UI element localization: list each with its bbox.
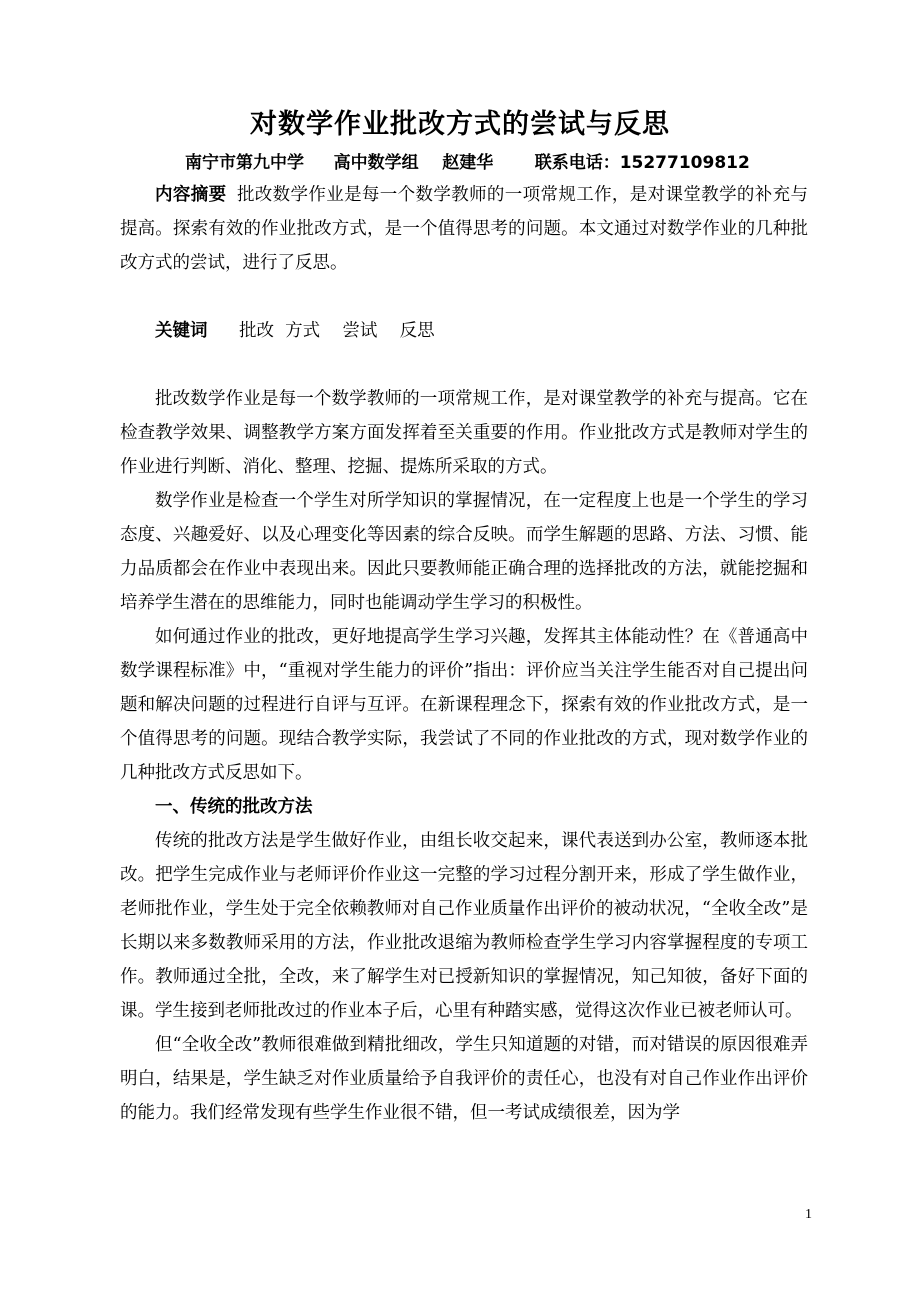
keywords-line: [120, 314, 808, 348]
document-title: 对数学作业批改方式的尝试与反思: [250, 109, 670, 140]
abstract-label: 内容摘要: [155, 185, 227, 205]
section-heading: 一、传统的批改方法: [155, 797, 313, 817]
keywords-text: 批改 方式 尝试 反思: [239, 321, 435, 341]
author-byline: 南宁市第九中学 高中数学组 赵建华 联系电话：15277109812: [185, 153, 750, 173]
body-paragraph: 如何通过作业的批改，更好地提高学生学习兴趣，发挥其主体能动性？在《普通高中数学课程标准》中，“重视对学生能力的评价”指出：评价应当关注学生能否对自己提出问题和解决问题的过程进行自评与互评。在新课程理念下，探索有效的作业批改方式，是一个值得思考的问题。现结合教学实际，我尝试了不同的作业批改的方式，现对数学作业的几种批改方式反思如下。: [120, 627, 808, 783]
body-paragraph: 数学作业是检查一个学生对所学知识的掌握情况，在一定程度上也是一个学生的学习态度、兴趣爱好、以及心理变化等因素的综合反映。而学生解题的思路、方法、习惯、能力品质都会在作业中表现出来。因此只要教师能正确合理的选择批改的方法，就能挖掘和培养学生潜在的思维能力，同时也能调动学生学习的积极性。: [120, 491, 808, 613]
page-number: 1: [805, 1207, 812, 1222]
body-paragraph: 批改数学作业是每一个数学教师的一项常规工作，是对课堂教学的补充与提高。它在检查教学效果、调整教学方案方面发挥着至关重要的作用。作业批改方式是教师对学生的作业进行判断、消化、整理、挖掘、提炼所采取的方式。: [120, 389, 808, 477]
body-paragraph: 传统的批改方法是学生做好作业，由组长收交起来，课代表送到办公室，教师逐本批改。把学生完成作业与老师评价作业这一完整的学习过程分割开来，形成了学生做作业，老师批作业，学生处于完全依赖教师对自己作业质量作出评价的被动状况，“全收全改”是长期以来多数教师采用的方法，作业批改退缩为教师检查学生学习内容掌握程度的专项工作。教师通过全批，全改，来了解学生对已授新知识的掌握情况，知己知彼，备好下面的课。学生接到老师批改过的作业本子后，心里有种踏实感，觉得这次作业已被老师认可。: [120, 831, 808, 1021]
body-paragraph: 但“全收全改”教师很难做到精批细改，学生只知道题的对错，而对错误的原因很难弄明白，结果是，学生缺乏对作业质量给予自我评价的责任心，也没有对自己作业作出评价的能力。我们经常发现有些学生作业很不错，但一考试成绩很差，因为学: [120, 1035, 808, 1123]
document-body: [120, 178, 808, 1130]
abstract-text: 批改数学作业是每一个数学教师的一项常规工作，是对课堂教学的补充与提高。探索有效的作业批改方式，是一个值得思考的问题。本文通过对数学作业的几种批改方式的尝试，进行了反思。: [120, 185, 809, 273]
keywords-label: 关键词: [155, 321, 208, 341]
abstract-paragraph: [120, 178, 808, 280]
